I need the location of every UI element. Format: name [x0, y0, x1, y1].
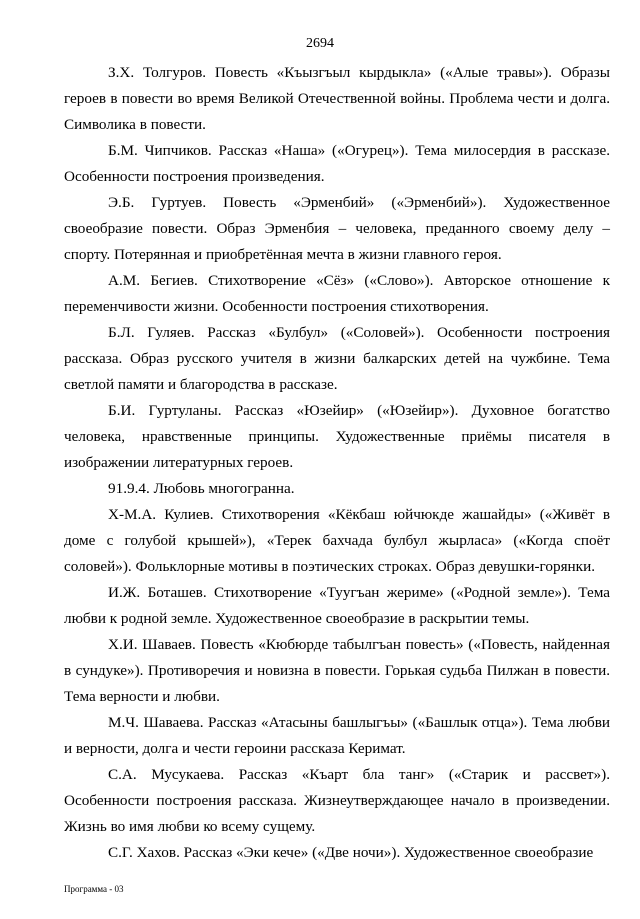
- document-body: [64, 60, 610, 866]
- section-heading: 91.9.4. Любовь многогранна.: [108, 480, 295, 497]
- paragraph: Э.Б. Гуртуев. Повесть «Эрменбий» («Эрменбий»). Художественное своеобразие повести. Образ Эрменбия – человека, преданного своему делу – спорту. Потерянная и приобретённая мечта в жизни главного героя.: [64, 194, 610, 263]
- paragraph: Х.И. Шаваев. Повесть «Кюбюрде табылгъан повесть» («Повесть, найденная в сундуке»). Противоречия и новизна в повести. Горькая судьба Пилжан в повести. Тема верности и любви.: [64, 636, 610, 705]
- paragraph: З.Х. Толгуров. Повесть «Къызгъыл кырдыкла» («Алые травы»). Образы героев в повести во время Великой Отечественной войны. Проблема чести и долга. Символика в повести.: [64, 64, 610, 133]
- paragraph: С.А. Мусукаева. Рассказ «Къарт бла танг» («Старик и рассвет»). Особенности построения рассказа. Жизнеутверждающее начало в произведении. Жизнь во имя любви ко всему сущему.: [64, 766, 610, 835]
- page-number: 2694: [306, 36, 334, 51]
- footer-label: Программа - 03: [64, 884, 124, 894]
- paragraph: М.Ч. Шаваева. Рассказ «Атасыны башлыгъы» («Башлык отца»). Тема любви и верности, долга и чести героини рассказа Керимат.: [64, 714, 610, 757]
- paragraph: Б.И. Гуртуланы. Рассказ «Юзейир» («Юзейир»). Духовное богатство человека, нравственные принципы. Художественные приёмы писателя в изображении литературных героев.: [64, 402, 610, 471]
- paragraph: А.М. Бегиев. Стихотворение «Сёз» («Слово»). Авторское отношение к переменчивости жизни. Особенности построения стихотворения.: [64, 272, 610, 315]
- paragraph: С.Г. Хахов. Рассказ «Эки кече» («Две ночи»). Художественное своеобразие: [108, 844, 594, 861]
- paragraph: Б.М. Чипчиков. Рассказ «Наша» («Огурец»). Тема милосердия в рассказе. Особенности построения произведения.: [64, 142, 610, 185]
- paragraph: И.Ж. Боташев. Стихотворение «Туугъан жериме» («Родной земле»). Тема любви к родной земле. Художественное своеобразие в раскрытии темы.: [64, 584, 610, 627]
- paragraph: Б.Л. Гуляев. Рассказ «Булбул» («Соловей»). Особенности построения рассказа. Образ русского учителя в жизни балкарских детей на чужбине. Тема светлой памяти и благородства в рассказе.: [64, 324, 610, 393]
- paragraph: Х-М.А. Кулиев. Стихотворения «Кёкбаш юйчюкде жашайды» («Живёт в доме с голубой крышей»), «Терек бахчада булбул жырласа» («Когда споёт соловей»). Фольклорные мотивы в поэтических строках. Образ девушки-горянки.: [64, 506, 610, 575]
